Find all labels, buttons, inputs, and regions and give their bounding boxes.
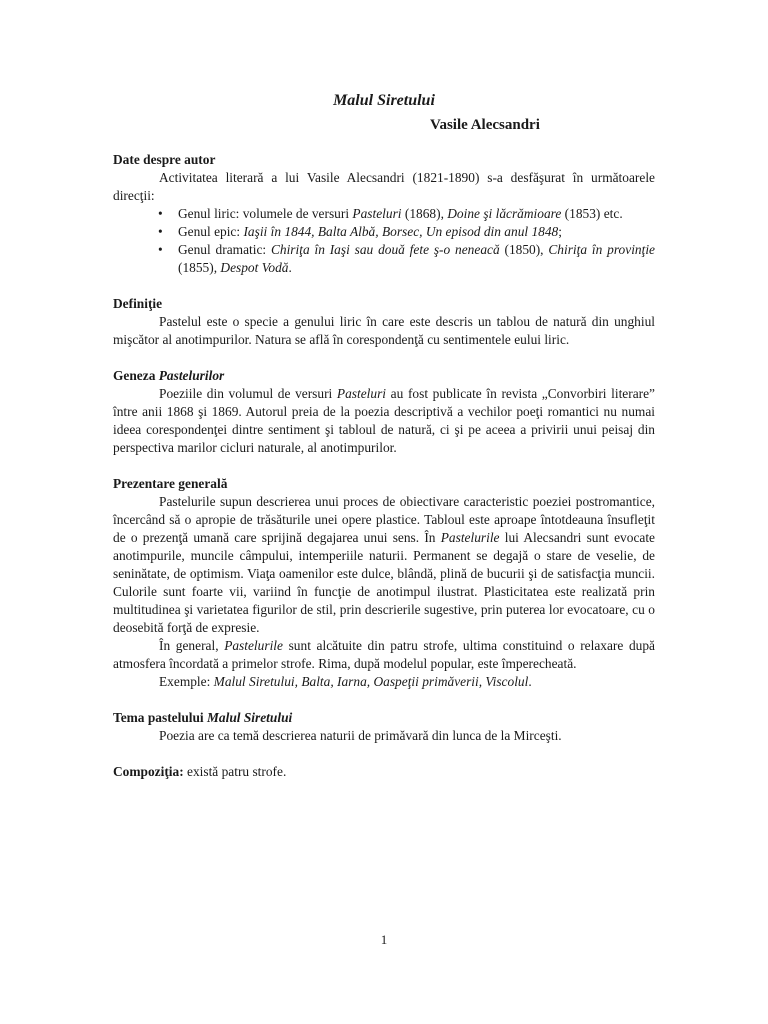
- section-geneza: [113, 367, 655, 457]
- text-run: Pastelurile supun descrierea unui proces de obiectivare caracteristic poeziei postromantice, încercând să o apropie de trăsăturile unei opere plastice. Tabloul este aproape întotdeauna însufleţit de o prezenţă umană care sprijină degajarea unui sens. În: [113, 494, 655, 545]
- text-run: .: [528, 674, 532, 689]
- text-run: .: [288, 260, 292, 275]
- text-run: ;: [558, 224, 562, 239]
- italic-run: Iaşii în 1844, Balta Albă, Borsec, Un episod din anul 1848: [243, 224, 559, 239]
- heading-plain: Tema pastelului: [113, 710, 208, 725]
- italic-run: Chiriţa în provinţie: [548, 242, 655, 257]
- section-definitie: [113, 295, 655, 349]
- list-item: [158, 241, 655, 277]
- text-run: lui Alecsandri sunt evocate anotimpurile, muncile câmpului, intemperiile naturii. Permanent se degajă o stare de veselie, de seninătate, de optimism. Viaţa oamenilor este dulce, blândă, plină de bucurii şi de satisfacţia muncii. Culorile sunt foarte vii, variind în funcţie de anotimpul ilustrat. Plasticitatea este realizată prin multitudinea şi varietatea figurilor de stil, prin descrierile sugestive, prin puterea lor evocatoare, cu o deosebită forţă de expresie.: [113, 530, 656, 635]
- italic-run: Malul Siretului, Balta, Iarna, Oaspeţii primăverii, Viscolul: [213, 674, 529, 689]
- section-heading-prezentare: Prezentare generală: [113, 476, 228, 491]
- text-run: (1850),: [499, 242, 549, 257]
- text-run: Exemple:: [159, 674, 214, 689]
- text-run: (1855),: [178, 260, 221, 275]
- text-run: (1853) etc.: [561, 206, 623, 221]
- text-run: Poeziile din volumul de versuri: [159, 386, 337, 401]
- geneza-text: [113, 385, 655, 457]
- compozitie-line: [113, 763, 655, 781]
- bullet-icon: •: [158, 242, 163, 257]
- italic-run: Chiriţa în Iaşi sau două fete ş-o neneacă: [270, 242, 500, 257]
- list-item: [158, 223, 655, 241]
- list-item-text: [178, 242, 655, 275]
- heading-italic: Malul Siretului: [207, 710, 293, 725]
- text-run: Genul liric: volumele de versuri: [178, 206, 353, 221]
- section-prezentare: [113, 475, 655, 691]
- section-heading-tema: [113, 709, 655, 727]
- text-run: sunt alcătuite din patru strofe, ultima constituind o relaxare după atmosfera încordată a primelor strofe. Rima, după modelul popular, este împerecheată.: [113, 638, 656, 671]
- heading-italic: Pastelurilor: [158, 368, 225, 383]
- section-compozitie: [113, 763, 655, 781]
- page-number: 1: [380, 932, 388, 947]
- section-autor: [113, 151, 655, 277]
- prezentare-paragraph: [113, 637, 655, 673]
- document-title: Malul Siretului: [333, 92, 435, 109]
- text-run: În general,: [159, 638, 225, 653]
- section-heading-autor: Date despre autor: [113, 152, 216, 167]
- italic-run: Pastelurile: [224, 638, 283, 653]
- italic-run: Despot Vodă: [220, 260, 289, 275]
- italic-run: Pasteluri: [336, 386, 387, 401]
- document-body: [113, 151, 655, 799]
- document-author: Vasile Alecsandri: [430, 117, 540, 133]
- section-heading-geneza: [113, 367, 655, 385]
- list-item-text: [178, 224, 562, 239]
- prezentare-paragraph: [113, 673, 655, 691]
- text-run: Genul epic:: [178, 224, 244, 239]
- bullet-icon: •: [158, 224, 163, 239]
- compozitie-label: Compoziţia:: [113, 764, 184, 779]
- italic-run: Pastelurile: [440, 530, 500, 545]
- section-tema: [113, 709, 655, 745]
- list-item: [158, 205, 655, 223]
- autor-intro: Activitatea literară a lui Vasile Alecsandri (1821-1890) s-a desfăşurat în următoarele direcţii:: [113, 170, 655, 203]
- list-item-text: [178, 206, 623, 221]
- italic-run: Doine şi lăcrămioare: [447, 206, 562, 221]
- definitie-text: Pastelul este o specie a genului liric în care este descris un tablou de natură din unghiul mişcător al anotimpurilor. Natura se află în corespondenţă cu sentimentele eului liric.: [113, 314, 655, 347]
- italic-run: Pasteluri: [352, 206, 402, 221]
- prezentare-paragraph: [113, 493, 655, 637]
- autor-genres-list: [113, 205, 655, 277]
- heading-plain: Geneza: [113, 368, 159, 383]
- text-run: (1868),: [401, 206, 448, 221]
- section-heading-definitie: Definiţie: [113, 296, 163, 311]
- tema-text: Poezia are ca temă descrierea naturii de primăvară din lunca de la Mirceşti.: [159, 728, 562, 743]
- text-run: au fost publicate în revista „Convorbiri literare” între anii 1868 şi 1869. Autorul preia de la poezia descriptivă a vechilor poeţi romantici nu numai ideea corespondenţei dintre sentiment şi tabloul de natură, ci şi pe aceea a privirii unui peisaj din perspectiva marilor cicluri naturale, al anotimpurilor.: [113, 386, 655, 455]
- compozitie-text: există patru strofe.: [183, 764, 287, 779]
- text-run: Genul dramatic:: [178, 242, 271, 257]
- bullet-icon: •: [158, 206, 163, 221]
